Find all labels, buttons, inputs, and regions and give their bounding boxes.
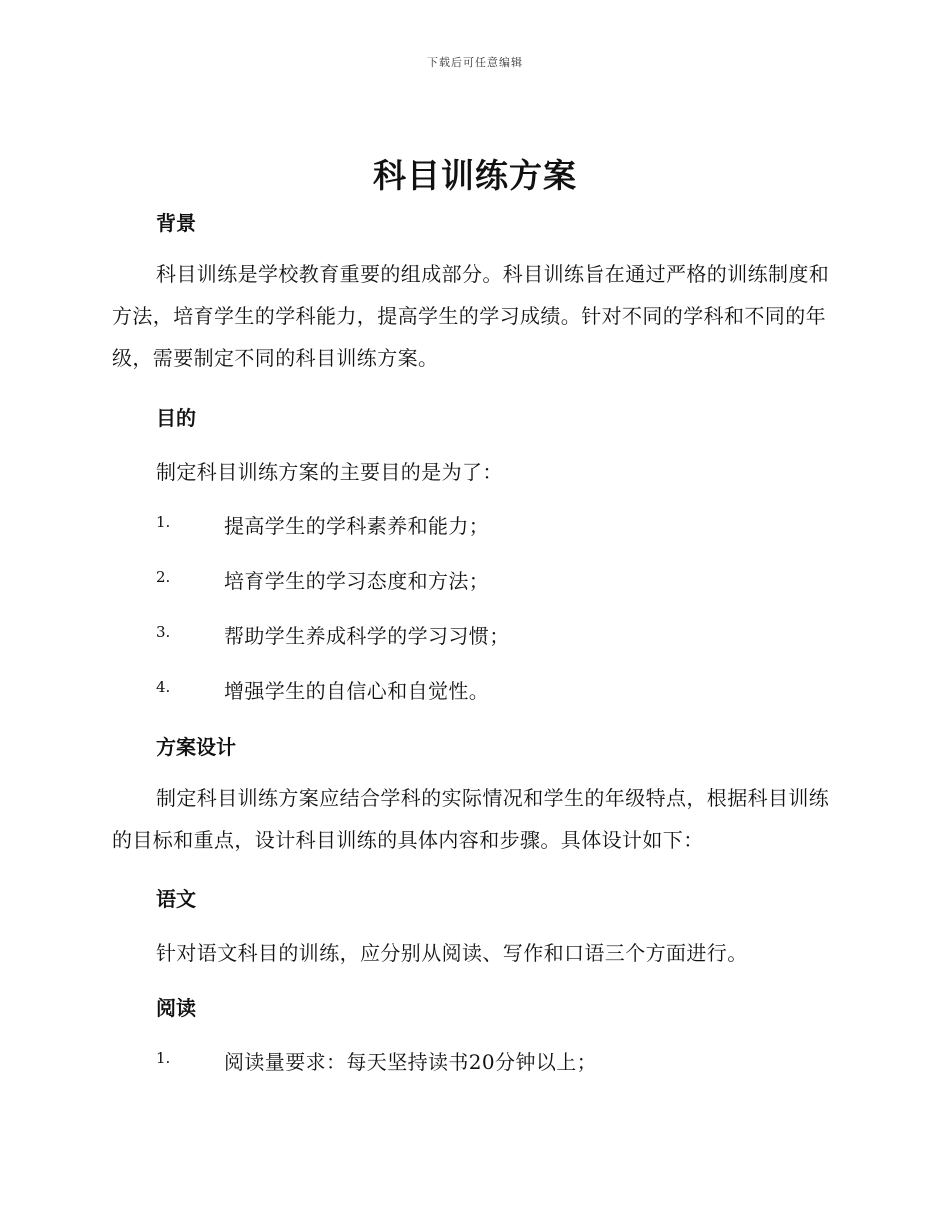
- list-item: [156, 675, 856, 703]
- list-item-number: 2.: [156, 568, 171, 586]
- heading-purpose: 目的: [156, 406, 196, 430]
- heading-design: 方案设计: [156, 735, 236, 759]
- list-item-number: 4.: [156, 678, 171, 696]
- purpose-intro: 制定科目训练方案的主要目的是为了：: [156, 460, 503, 484]
- list-item-text: 帮助学生养成科学的学习习惯；: [224, 624, 510, 648]
- list-item: [156, 510, 856, 538]
- list-item-number: 1.: [156, 1049, 171, 1067]
- header-note: 下载后可任意编辑: [427, 56, 523, 69]
- list-item-text: 增强学生的自信心和自觉性。: [224, 679, 490, 703]
- list-item-text: 提高学生的学科素养和能力；: [224, 514, 490, 538]
- paragraph-background: 科目训练是学校教育重要的组成部分。科目训练旨在通过严格的训练制度和方法，培育学生的学科能力，提高学生的学习成绩。针对不同的学科和不同的年级，需要制定不同的科目训练方案。: [112, 262, 830, 370]
- paragraph-design: 制定科目训练方案应结合学科的实际情况和学生的年级特点，根据科目训练的目标和重点，设计科目训练的具体内容和步骤。具体设计如下：: [112, 786, 830, 852]
- chinese-intro: 针对语文科目的训练，应分别从阅读、写作和口语三个方面进行。: [156, 941, 748, 965]
- list-item-number: 3.: [156, 623, 171, 641]
- heading-reading: 阅读: [156, 996, 196, 1020]
- list-item: [156, 1046, 856, 1074]
- heading-background: 背景: [156, 211, 196, 235]
- list-item-number: 1.: [156, 513, 171, 531]
- list-item-text: 阅读量要求：每天坚持读书20分钟以上；: [224, 1050, 598, 1074]
- heading-chinese: 语文: [156, 887, 196, 911]
- list-item: [156, 620, 856, 648]
- list-item-text: 培育学生的学习态度和方法；: [224, 569, 490, 593]
- list-item: [156, 565, 856, 593]
- document-title: 科目训练方案: [373, 156, 577, 195]
